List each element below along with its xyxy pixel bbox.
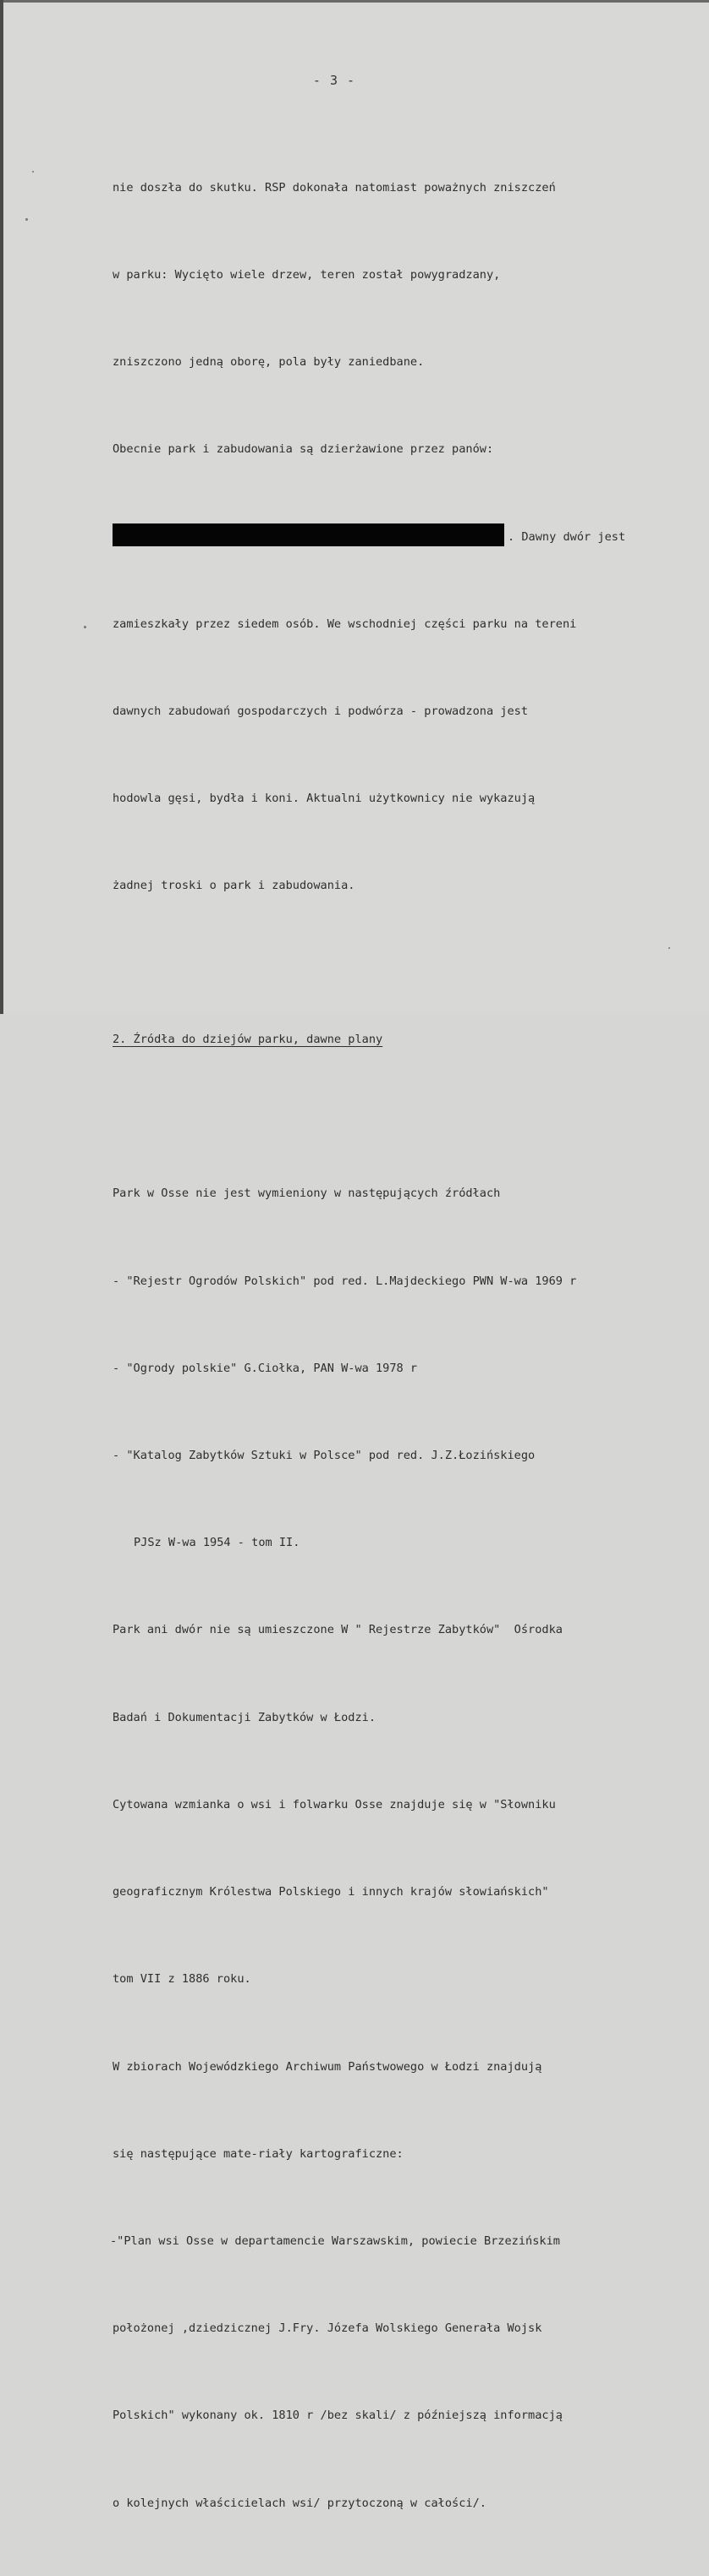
text-line: o kolejnych właścicielach wsi/ przytoczoną w całości/. (113, 2496, 486, 2510)
text-line: Obecnie park i zabudowania są dzierżawione przez panów: (113, 442, 494, 457)
spacer (113, 1113, 705, 1121)
section-heading: 2. Źródła do dziejów parku, dawne plany (113, 1033, 383, 1047)
text-line: W zbiorach Wojewódzkiego Archiwum Państwowego w Łodzi znajdują (113, 2059, 542, 2074)
text-line: zniszczono jedną oborę, pola były zaniedbane. (113, 355, 425, 370)
text-line: Polskich" wykonany ok. 1810 r /bez skali/ z późniejszą informacją (113, 2409, 563, 2423)
text-line: Park ani dwór nie są umieszczone W " Rejestrze Zabytków" Ośrodka (113, 1623, 563, 1637)
text-line: zamieszkały przez siedem osób. We wschodniej części parku na tereni (113, 617, 577, 631)
text-line: -"Plan wsi Osse w departamencie Warszawskim, powiecie Brzezińskim (110, 2233, 560, 2248)
spacer (113, 959, 705, 967)
document-body (110, 115, 705, 2576)
scan-top-edge (0, 0, 709, 3)
text-line: Cytowana wzmianka o wsi i folwarku Osse znajduje się w "Słowniku (113, 1797, 556, 1811)
redacted-line (113, 523, 705, 551)
text-line: żadnej troski o park i zabudowania. (113, 879, 355, 893)
text-line: - "Rejestr Ogrodów Polskich" pod red. L.Majdeckiego PWN W-wa 1969 r (113, 1274, 577, 1288)
text-line: Badań i Dokumentacji Zabytków w Łodzi. (113, 1710, 376, 1724)
text-line: geograficznym Królestwa Polskiego i innych krajów słowiańskich" (113, 1885, 549, 1899)
text-line: - "Ogrody polskie" G.Ciołka, PAN W-wa 1978 r (113, 1361, 418, 1375)
text-line: PJSz W-wa 1954 - tom II. (134, 1536, 300, 1550)
text-line: dawnych zabudowań gospodarczych i podwórza - prowadzona jest (113, 704, 529, 719)
scan-speck (32, 171, 34, 173)
text-line: się następujące mate-riały kartograficzne: (113, 2146, 404, 2161)
text-line: - "Katalog Zabytków Sztuki w Polsce" pod red. J.Z.Łozińskiego (113, 1449, 536, 1463)
text-line: Park w Osse nie jest wymieniony w następujących źródłach (113, 1187, 501, 1201)
scan-speck (25, 218, 28, 221)
scan-left-edge (0, 0, 3, 1014)
text-line: . Dawny dwór jest (508, 529, 626, 544)
text-line: w parku: Wycięto wiele drzew, teren został powygradzany, (113, 268, 501, 282)
scan-speck (668, 947, 670, 949)
page-number: - 3 - (312, 73, 356, 88)
scan-speck (84, 626, 86, 628)
text-line: położonej ,dziedzicznej J.Fry. Józefa Wolskiego Generała Wojsk (113, 2321, 542, 2336)
text-line: tom VII z 1886 roku. (113, 1972, 251, 1987)
text-line: nie doszła do skutku. RSP dokonała natomiast poważnych zniszczeń (113, 180, 556, 195)
redaction-block (113, 523, 504, 546)
text-line: hodowla gęsi, bydła i koni. Aktualni użytkownicy nie wykazują (113, 792, 536, 806)
